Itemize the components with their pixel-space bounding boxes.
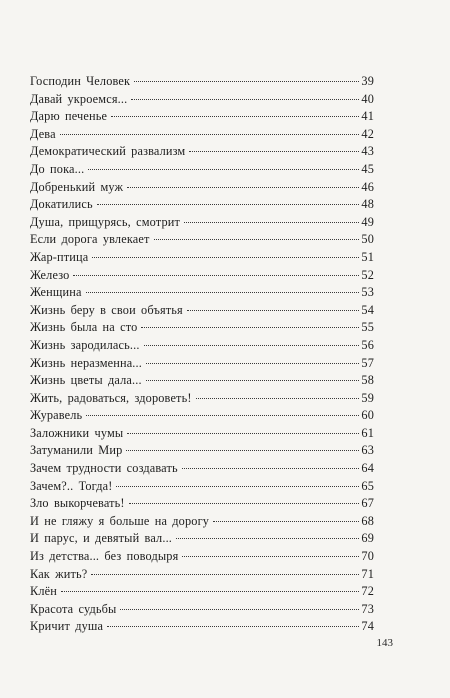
toc-dot-leader: [189, 151, 359, 152]
toc-entry-title: Зачем?.. Тогда!: [30, 478, 113, 493]
toc-entry: [30, 442, 374, 460]
toc-entry-page: 68: [361, 513, 374, 528]
toc-entry-page: 42: [361, 126, 374, 141]
toc-entry-page: 69: [361, 531, 374, 546]
toc-dot-leader: [126, 450, 359, 451]
toc-entry-title: Как жить?: [30, 566, 88, 581]
toc-entry-title: Клён: [30, 584, 57, 599]
toc-entry: [30, 566, 374, 584]
toc-entry: [30, 284, 374, 302]
toc-entry: [30, 267, 374, 285]
toc-entry-title: Жизнь была на сто: [30, 320, 138, 335]
toc-entry-title: Господин Человек: [30, 74, 131, 88]
toc-dot-leader: [97, 204, 360, 205]
toc-entry-title: Жар-птица: [30, 249, 89, 264]
toc-entry-page: 52: [361, 267, 374, 282]
toc-entry-title: Журавель: [30, 408, 83, 423]
toc-entry-title: До пока...: [30, 161, 85, 176]
toc-entry: [30, 214, 374, 232]
toc-entry: [30, 618, 374, 636]
toc-dot-leader: [129, 503, 360, 504]
toc-entry: [30, 390, 374, 408]
toc-entry-page: 46: [361, 179, 374, 194]
toc-entry: [30, 495, 374, 513]
toc-entry-page: 45: [361, 161, 374, 176]
toc-dot-leader: [213, 521, 359, 522]
toc-entry-page: 43: [361, 144, 374, 159]
toc-entry: [30, 196, 374, 214]
toc-entry-title: Затуманили Мир: [30, 443, 123, 458]
toc-dot-leader: [146, 380, 360, 381]
toc-dot-leader: [60, 134, 360, 135]
toc-dot-leader: [86, 292, 360, 293]
toc-entry-title: Зачем трудности создавать: [30, 461, 178, 476]
toc-dot-leader: [107, 626, 359, 627]
toc-dot-leader: [154, 239, 360, 240]
toc-dot-leader: [86, 415, 359, 416]
toc-dot-leader: [176, 538, 359, 539]
toc-dot-leader: [196, 398, 360, 399]
toc-entry: [30, 108, 374, 126]
toc-dot-leader: [134, 81, 359, 82]
toc-entry-title: Жизнь цветы дала...: [30, 373, 142, 388]
toc-dot-leader: [73, 275, 359, 276]
toc-entry: [30, 91, 374, 109]
toc-dot-leader: [184, 222, 359, 223]
toc-entry: [30, 302, 374, 320]
toc-entry-page: 70: [361, 549, 374, 564]
toc-entry: [30, 460, 374, 478]
toc-entry: [30, 530, 374, 548]
toc-entry: [30, 407, 374, 425]
toc-entry-title: Давай укроемся...: [30, 91, 128, 106]
table-of-contents: [30, 73, 374, 636]
toc-dot-leader: [187, 310, 360, 311]
toc-entry: [30, 161, 374, 179]
toc-entry-title: Дарю печенье: [30, 109, 108, 124]
toc-entry: [30, 179, 374, 197]
toc-entry-title: Железо: [30, 267, 70, 282]
toc-entry: [30, 355, 374, 373]
toc-entry: [30, 249, 374, 267]
toc-entry-title: Зло выкорчевать!: [30, 496, 125, 511]
toc-entry-title: И не гляжу я больше на дорогу: [30, 513, 210, 528]
toc-entry-page: 58: [361, 373, 374, 388]
toc-entry-page: 49: [361, 214, 374, 229]
toc-entry-page: 55: [361, 320, 374, 335]
toc-entry-page: 71: [361, 566, 374, 581]
toc-dot-leader: [146, 363, 359, 364]
toc-entry: [30, 231, 374, 249]
toc-entry-page: 40: [361, 91, 374, 106]
toc-entry: [30, 425, 374, 443]
toc-dot-leader: [88, 169, 359, 170]
toc-entry-page: 57: [361, 355, 374, 370]
toc-entry-page: 72: [361, 584, 374, 599]
toc-entry-page: 48: [361, 197, 374, 212]
toc-entry: [30, 319, 374, 337]
toc-dot-leader: [182, 468, 360, 469]
toc-dot-leader: [141, 327, 359, 328]
toc-entry: [30, 73, 374, 91]
toc-entry-title: Жизнь неразменна...: [30, 355, 142, 370]
toc-dot-leader: [127, 187, 359, 188]
toc-entry-page: 59: [361, 390, 374, 405]
toc-entry-title: Если дорога увлекает: [30, 232, 150, 247]
toc-entry-title: Дева: [30, 126, 56, 141]
toc-entry: [30, 513, 374, 531]
toc-entry-page: 74: [361, 619, 374, 634]
toc-entry: [30, 372, 374, 390]
toc-entry-title: Кричит душа: [30, 619, 104, 634]
toc-entry-title: Жизнь беру в свои объятья: [30, 302, 183, 317]
toc-entry-page: 73: [361, 601, 374, 616]
toc-entry: [30, 548, 374, 566]
toc-entry-title: Заложники чумы: [30, 425, 124, 440]
toc-entry-page: 56: [361, 337, 374, 352]
toc-entry-page: 51: [361, 249, 374, 264]
toc-entry-page: 64: [361, 461, 374, 476]
toc-entry-page: 65: [361, 478, 374, 493]
toc-dot-leader: [92, 257, 359, 258]
toc-entry-page: 67: [361, 496, 374, 511]
toc-entry: [30, 337, 374, 355]
page-number: 143: [376, 637, 393, 649]
toc-entry-page: 41: [361, 109, 374, 124]
toc-dot-leader: [61, 591, 359, 592]
toc-dot-leader: [116, 486, 359, 487]
toc-entry-title: Докатились: [30, 197, 93, 212]
toc-entry-title: Красота судьбы: [30, 601, 117, 616]
toc-entry: [30, 601, 374, 619]
toc-dot-leader: [182, 556, 359, 557]
toc-dot-leader: [131, 99, 359, 100]
toc-dot-leader: [120, 609, 359, 610]
toc-entry-page: 61: [361, 425, 374, 440]
toc-entry-title: Демократический развализм: [30, 144, 186, 159]
toc-entry-title: Женщина: [30, 285, 82, 300]
toc-entry-title: И парус, и девятый вал...: [30, 531, 173, 546]
toc-entry: [30, 583, 374, 601]
toc-entry-title: Добренький муж: [30, 179, 124, 194]
toc-entry-page: 50: [361, 232, 374, 247]
toc-dot-leader: [111, 116, 359, 117]
toc-entry-title: Душа, прищурясь, смотрит: [30, 214, 181, 229]
toc-entry-page: 53: [361, 285, 374, 300]
toc-entry-page: 54: [361, 302, 374, 317]
toc-entry-page: 39: [361, 74, 374, 88]
toc-entry: [30, 126, 374, 144]
toc-entry-title: Из детства... без поводыря: [30, 549, 179, 564]
toc-dot-leader: [91, 574, 359, 575]
toc-entry-title: Жизнь зародилась...: [30, 337, 140, 352]
toc-entry: [30, 478, 374, 496]
toc-dot-leader: [144, 345, 360, 346]
toc-entry-page: 60: [361, 408, 374, 423]
toc-entry-title: Жить, радоваться, здороветь!: [30, 390, 192, 405]
toc-entry-page: 63: [361, 443, 374, 458]
toc-entry: [30, 143, 374, 161]
toc-dot-leader: [127, 433, 359, 434]
